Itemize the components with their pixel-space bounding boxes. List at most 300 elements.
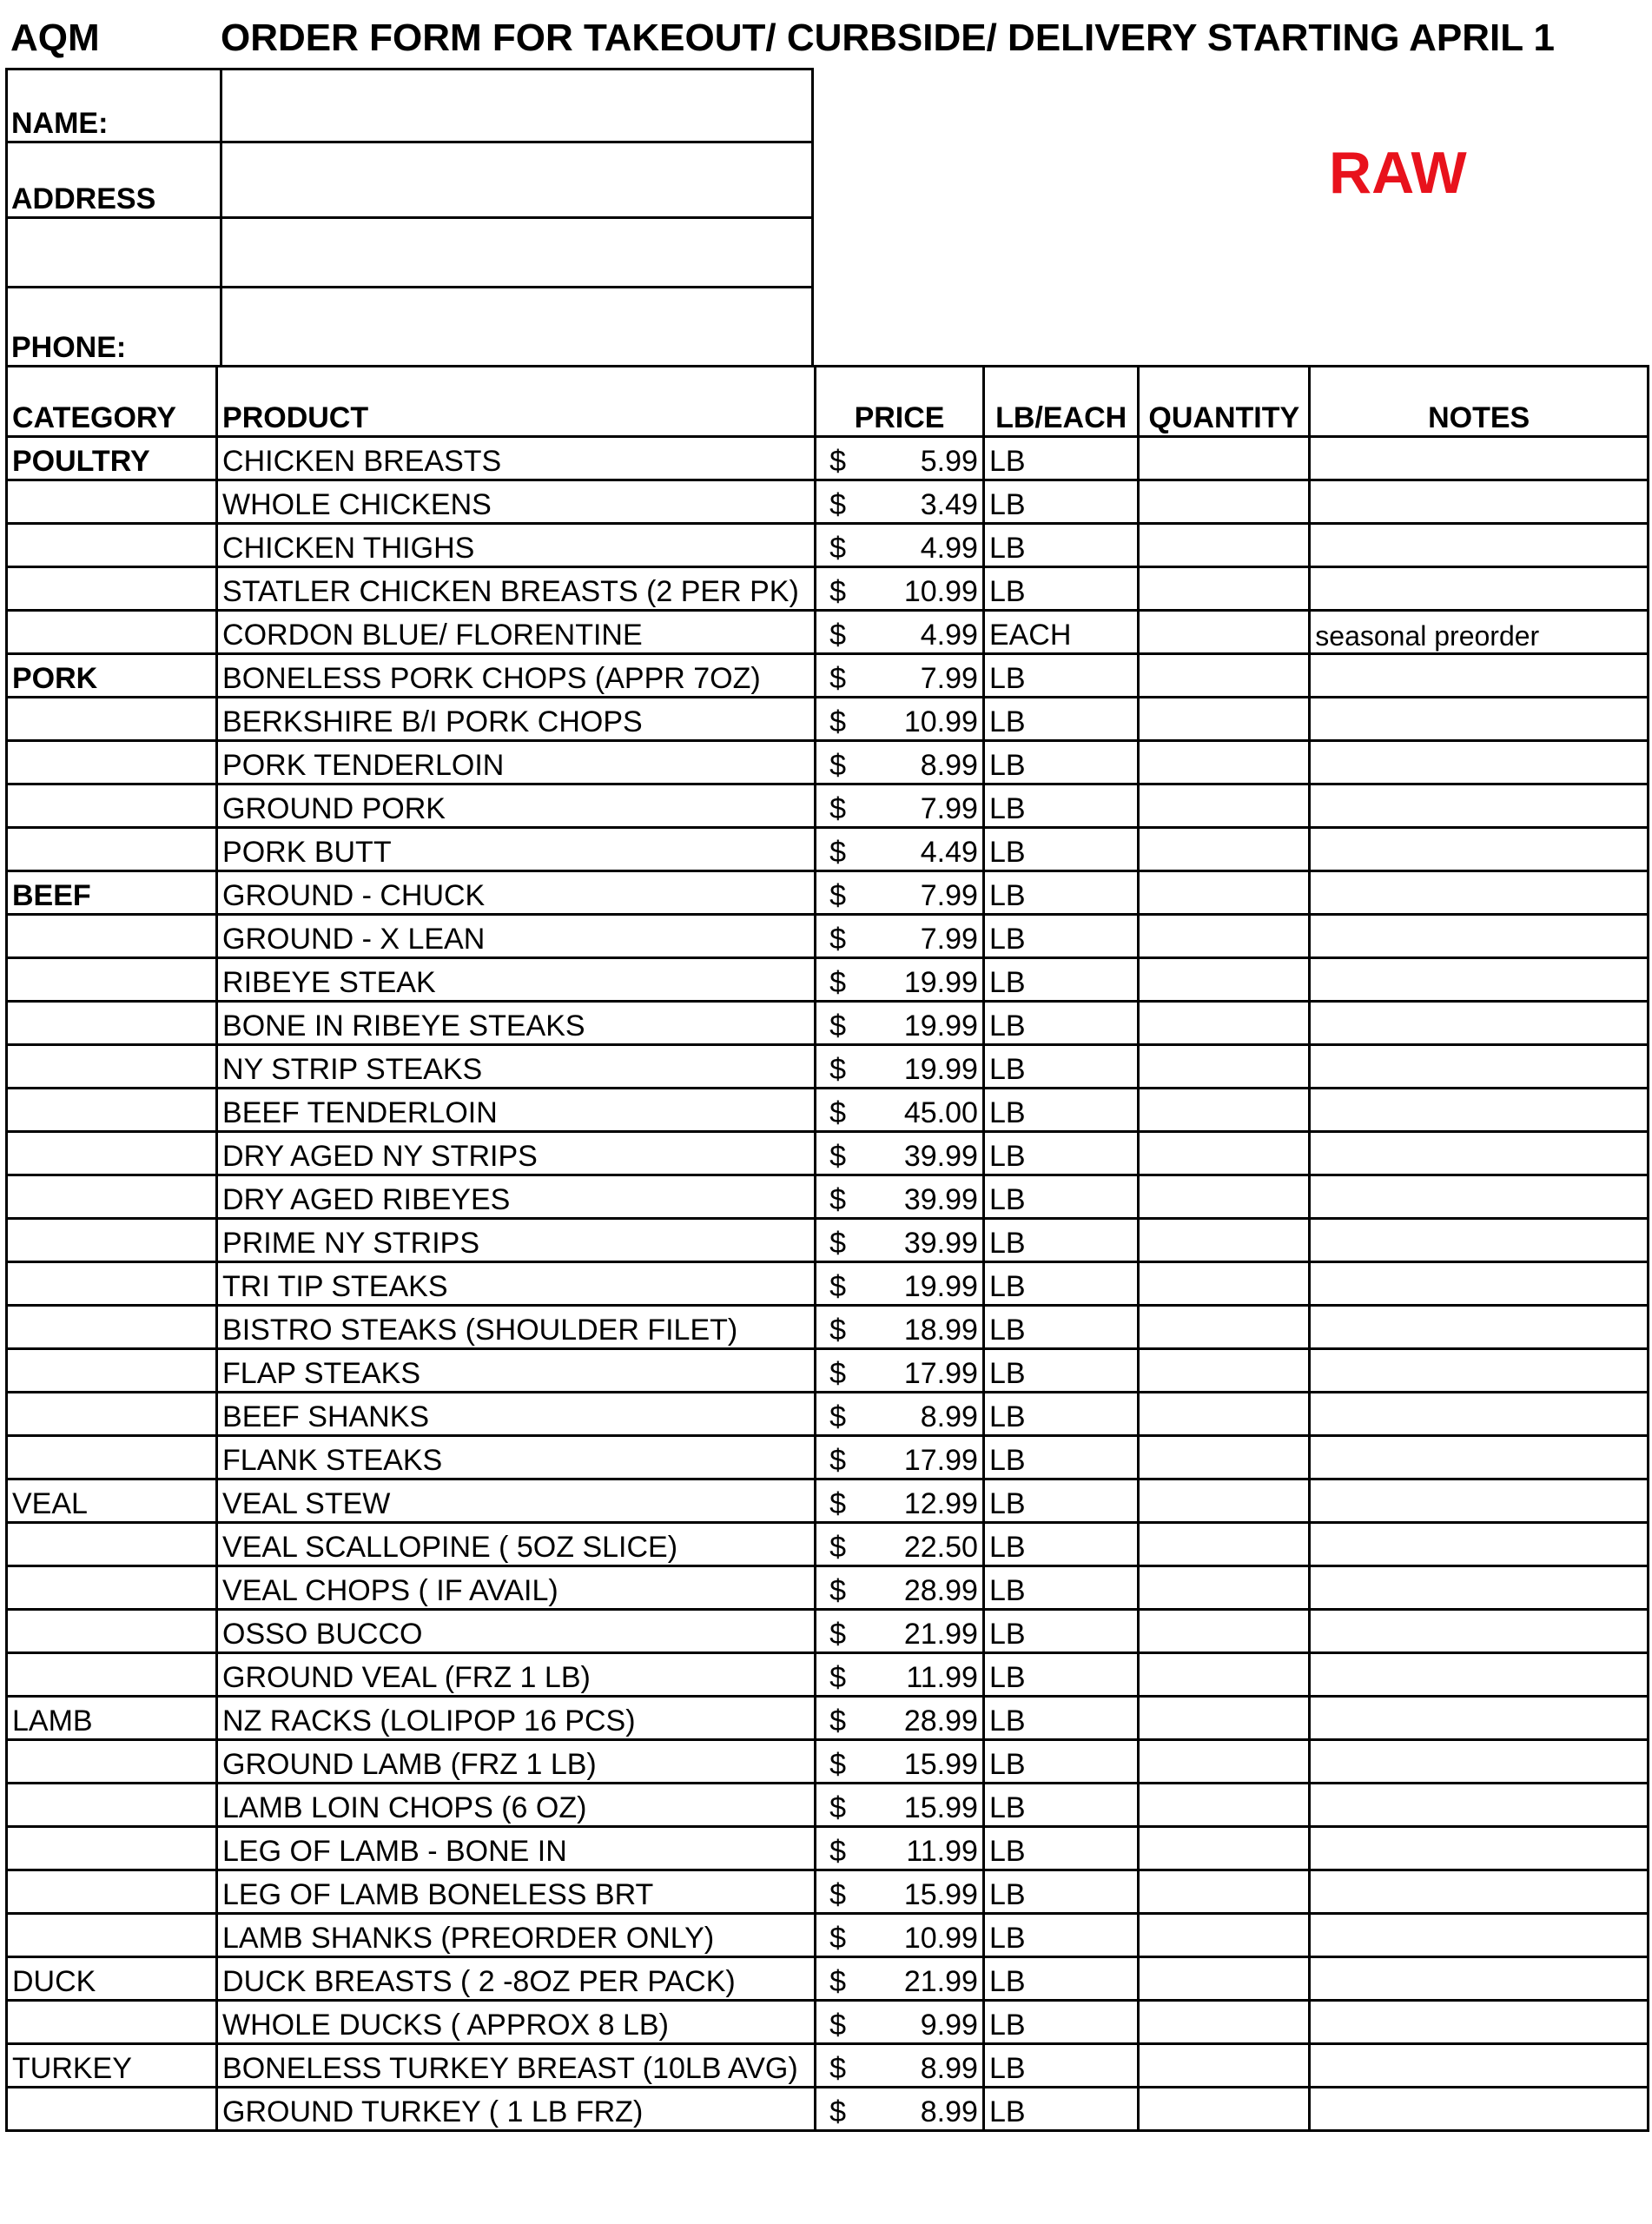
price-value: 8.99	[920, 1400, 978, 1433]
price-value: 19.99	[903, 966, 978, 999]
category-cell: DUCK	[7, 1957, 217, 2001]
product-cell: CORDON BLUE/ FLORENTINE	[217, 611, 816, 654]
notes-cell[interactable]: seasonal preorder	[1310, 611, 1649, 654]
price-cell	[816, 1132, 984, 1175]
price-value: 8.99	[920, 2052, 978, 2085]
column-header-unit: LB/EACH	[983, 367, 1138, 437]
price-cell	[816, 1393, 984, 1436]
currency-symbol: $	[829, 1487, 847, 1520]
order-table	[5, 365, 1649, 2132]
product-cell: BEEF TENDERLOIN	[217, 1089, 816, 1132]
currency-symbol: $	[829, 619, 847, 652]
category-cell	[7, 1175, 217, 1219]
price-value: 12.99	[903, 1487, 978, 1520]
unit-cell: LB	[983, 1697, 1138, 1740]
quantity-field[interactable]	[1139, 480, 1310, 524]
order-table-body	[7, 437, 1649, 2131]
unit-cell: LB	[983, 1002, 1138, 1045]
price-cell	[816, 1697, 984, 1740]
category-cell	[7, 1870, 217, 1914]
column-header-notes: NOTES	[1310, 367, 1649, 437]
currency-symbol: $	[829, 1140, 847, 1173]
notes-cell[interactable]	[1310, 1697, 1649, 1740]
quantity-field[interactable]	[1139, 1610, 1310, 1653]
product-cell: GROUND LAMB (FRZ 1 LB)	[217, 1740, 816, 1784]
table-row	[7, 1262, 1649, 1306]
notes-cell[interactable]	[1310, 1870, 1649, 1914]
currency-symbol: $	[829, 966, 847, 999]
price-cell	[816, 1914, 984, 1957]
unit-cell: LB	[983, 1740, 1138, 1784]
product-cell: PRIME NY STRIPS	[217, 1219, 816, 1262]
table-row	[7, 871, 1649, 915]
category-cell	[7, 1653, 217, 1697]
price-cell	[816, 1610, 984, 1653]
table-row	[7, 1870, 1649, 1914]
price-value: 7.99	[920, 923, 978, 956]
product-cell: TRI TIP STEAKS	[217, 1262, 816, 1306]
unit-cell: LB	[983, 1610, 1138, 1653]
price-value: 11.99	[906, 1661, 978, 1694]
currency-symbol: $	[829, 1400, 847, 1433]
table-row	[7, 1132, 1649, 1175]
currency-symbol: $	[829, 1965, 847, 1998]
currency-symbol: $	[829, 1314, 847, 1347]
phone-field[interactable]	[221, 288, 813, 367]
notes-cell[interactable]	[1310, 1262, 1649, 1306]
price-value: 5.99	[920, 445, 978, 478]
price-cell	[816, 1523, 984, 1566]
currency-symbol: $	[829, 2052, 847, 2085]
address-line2-field[interactable]	[221, 218, 813, 288]
table-row	[7, 611, 1649, 654]
price-cell	[816, 1740, 984, 1784]
product-cell: STATLER CHICKEN BREASTS (2 PER PK)	[217, 567, 816, 611]
unit-cell: LB	[983, 784, 1138, 828]
currency-symbol: $	[829, 445, 847, 478]
unit-cell: LB	[983, 1653, 1138, 1697]
category-cell	[7, 698, 217, 741]
price-value: 15.99	[903, 1748, 978, 1781]
notes-cell[interactable]	[1310, 1045, 1649, 1089]
quantity-field[interactable]	[1139, 1219, 1310, 1262]
currency-symbol: $	[829, 1878, 847, 1911]
product-cell: LAMB SHANKS (PREORDER ONLY)	[217, 1914, 816, 1957]
notes-cell[interactable]	[1310, 654, 1649, 698]
quantity-field[interactable]	[1139, 1436, 1310, 1479]
product-cell: BERKSHIRE B/I PORK CHOPS	[217, 698, 816, 741]
price-value: 10.99	[903, 705, 978, 738]
price-cell	[816, 1957, 984, 2001]
price-value: 8.99	[920, 2095, 978, 2128]
unit-cell: LB	[983, 1089, 1138, 1132]
table-row	[7, 654, 1649, 698]
price-cell	[816, 698, 984, 741]
currency-symbol: $	[829, 1357, 847, 1390]
notes-cell[interactable]	[1310, 1653, 1649, 1697]
currency-symbol: $	[829, 575, 847, 608]
currency-symbol: $	[829, 1096, 847, 1129]
quantity-field[interactable]	[1139, 567, 1310, 611]
column-header-category: CATEGORY	[7, 367, 217, 437]
notes-cell[interactable]	[1310, 1566, 1649, 1610]
notes-cell[interactable]	[1310, 1089, 1649, 1132]
notes-cell[interactable]	[1310, 1523, 1649, 1566]
price-value: 19.99	[903, 1270, 978, 1303]
unit-cell: LB	[983, 524, 1138, 567]
table-row	[7, 1436, 1649, 1479]
table-row	[7, 2001, 1649, 2044]
category-cell	[7, 1827, 217, 1870]
notes-cell[interactable]	[1310, 871, 1649, 915]
currency-symbol: $	[829, 1053, 847, 1086]
quantity-field[interactable]	[1139, 1002, 1310, 1045]
quantity-field[interactable]	[1139, 1957, 1310, 2001]
price-value: 19.99	[903, 1053, 978, 1086]
quantity-field[interactable]	[1139, 958, 1310, 1002]
table-row	[7, 1393, 1649, 1436]
address-field[interactable]	[221, 142, 813, 218]
currency-symbol: $	[829, 1704, 847, 1738]
unit-cell: LB	[983, 1175, 1138, 1219]
notes-cell[interactable]	[1310, 784, 1649, 828]
unit-cell: LB	[983, 654, 1138, 698]
product-cell: BONELESS TURKEY BREAST (10LB AVG)	[217, 2044, 816, 2088]
price-value: 4.99	[920, 619, 978, 652]
price-value: 28.99	[903, 1574, 978, 1607]
category-cell	[7, 1306, 217, 1349]
quantity-field[interactable]	[1139, 784, 1310, 828]
unit-cell: LB	[983, 741, 1138, 784]
product-cell: RIBEYE STEAK	[217, 958, 816, 1002]
currency-symbol: $	[829, 2009, 847, 2042]
notes-cell[interactable]	[1310, 437, 1649, 480]
quantity-field[interactable]	[1139, 437, 1310, 480]
price-value: 39.99	[903, 1227, 978, 1260]
quantity-field[interactable]	[1139, 1393, 1310, 1436]
price-value: 15.99	[903, 1878, 978, 1911]
product-cell: GROUND - X LEAN	[217, 915, 816, 958]
price-value: 22.50	[903, 1531, 978, 1564]
table-row	[7, 567, 1649, 611]
unit-cell: LB	[983, 567, 1138, 611]
notes-cell[interactable]	[1310, 2001, 1649, 2044]
price-cell	[816, 437, 984, 480]
currency-symbol: $	[829, 1661, 847, 1694]
price-value: 7.99	[920, 879, 978, 912]
currency-symbol: $	[829, 488, 847, 521]
price-cell	[816, 784, 984, 828]
price-cell	[816, 1479, 984, 1523]
category-cell	[7, 1566, 217, 1610]
product-cell: PORK BUTT	[217, 828, 816, 871]
quantity-field[interactable]	[1139, 1784, 1310, 1827]
notes-cell[interactable]	[1310, 915, 1649, 958]
product-cell: NZ RACKS (LOLIPOP 16 PCS)	[217, 1697, 816, 1740]
price-cell	[816, 1089, 984, 1132]
quantity-field[interactable]	[1139, 1306, 1310, 1349]
price-cell	[816, 1002, 984, 1045]
quantity-field[interactable]	[1139, 2044, 1310, 2088]
product-cell: WHOLE DUCKS ( APPROX 8 LB)	[217, 2001, 816, 2044]
table-row	[7, 1479, 1649, 1523]
quantity-field[interactable]	[1139, 1827, 1310, 1870]
price-cell	[816, 741, 984, 784]
product-cell: GROUND PORK	[217, 784, 816, 828]
price-cell	[816, 2044, 984, 2088]
product-cell: DUCK BREASTS ( 2 -8OZ PER PACK)	[217, 1957, 816, 2001]
product-cell: FLAP STEAKS	[217, 1349, 816, 1393]
notes-cell[interactable]	[1310, 1610, 1649, 1653]
currency-symbol: $	[829, 662, 847, 695]
unit-cell: LB	[983, 1870, 1138, 1914]
title-row	[10, 12, 1652, 64]
price-cell	[816, 1784, 984, 1827]
unit-cell: LB	[983, 1219, 1138, 1262]
currency-symbol: $	[829, 1531, 847, 1564]
product-cell: FLANK STEAKS	[217, 1436, 816, 1479]
product-cell: DRY AGED NY STRIPS	[217, 1132, 816, 1175]
category-cell	[7, 1349, 217, 1393]
unit-cell: LB	[983, 1436, 1138, 1479]
product-cell: GROUND - CHUCK	[217, 871, 816, 915]
price-cell	[816, 1175, 984, 1219]
category-cell	[7, 958, 217, 1002]
category-cell	[7, 1393, 217, 1436]
quantity-field[interactable]	[1139, 1349, 1310, 1393]
table-row	[7, 1002, 1649, 1045]
table-row	[7, 698, 1649, 741]
price-cell	[816, 1653, 984, 1697]
currency-symbol: $	[829, 749, 847, 782]
category-cell	[7, 1262, 217, 1306]
price-cell	[816, 1436, 984, 1479]
table-row	[7, 2088, 1649, 2131]
category-cell	[7, 1610, 217, 1653]
quantity-field[interactable]	[1139, 1089, 1310, 1132]
quantity-field[interactable]	[1139, 698, 1310, 741]
notes-cell[interactable]	[1310, 524, 1649, 567]
product-cell: LEG OF LAMB - BONE IN	[217, 1827, 816, 1870]
quantity-field[interactable]	[1139, 1045, 1310, 1089]
product-cell: VEAL SCALLOPINE ( 5OZ SLICE)	[217, 1523, 816, 1566]
currency-symbol: $	[829, 532, 847, 565]
price-value: 17.99	[903, 1357, 978, 1390]
currency-symbol: $	[829, 923, 847, 956]
price-value: 10.99	[903, 575, 978, 608]
currency-symbol: $	[829, 836, 847, 869]
quantity-field[interactable]	[1139, 1479, 1310, 1523]
quantity-field[interactable]	[1139, 1262, 1310, 1306]
quantity-field[interactable]	[1139, 1523, 1310, 1566]
quantity-field[interactable]	[1139, 524, 1310, 567]
column-header-product: PRODUCT	[217, 367, 816, 437]
unit-cell: LB	[983, 915, 1138, 958]
notes-cell[interactable]	[1310, 2044, 1649, 2088]
category-cell	[7, 1436, 217, 1479]
unit-cell: LB	[983, 1523, 1138, 1566]
table-row	[7, 524, 1649, 567]
price-value: 9.99	[920, 2009, 978, 2042]
category-cell	[7, 741, 217, 784]
unit-cell: LB	[983, 2088, 1138, 2131]
category-cell	[7, 828, 217, 871]
price-value: 10.99	[903, 1922, 978, 1955]
notes-cell[interactable]	[1310, 958, 1649, 1002]
price-cell	[816, 1045, 984, 1089]
product-cell: VEAL CHOPS ( IF AVAIL)	[217, 1566, 816, 1610]
price-cell	[816, 1262, 984, 1306]
currency-symbol: $	[829, 1748, 847, 1781]
table-row	[7, 1827, 1649, 1870]
raw-badge: RAW	[1329, 140, 1467, 206]
notes-cell[interactable]	[1310, 1175, 1649, 1219]
table-row	[7, 1089, 1649, 1132]
price-value: 19.99	[903, 1009, 978, 1042]
quantity-field[interactable]	[1139, 1132, 1310, 1175]
quantity-field[interactable]	[1139, 915, 1310, 958]
table-header-row	[7, 367, 1649, 437]
notes-cell[interactable]	[1310, 828, 1649, 871]
currency-symbol: $	[829, 1444, 847, 1477]
unit-cell: LB	[983, 1566, 1138, 1610]
unit-cell: LB	[983, 1957, 1138, 2001]
quantity-field[interactable]	[1139, 654, 1310, 698]
unit-cell: LB	[983, 1393, 1138, 1436]
notes-cell[interactable]	[1310, 741, 1649, 784]
table-row	[7, 1566, 1649, 1610]
notes-cell[interactable]	[1310, 1914, 1649, 1957]
unit-cell: LB	[983, 1479, 1138, 1523]
product-cell: DRY AGED RIBEYES	[217, 1175, 816, 1219]
category-cell: POULTRY	[7, 437, 217, 480]
quantity-field[interactable]	[1139, 1653, 1310, 1697]
notes-cell[interactable]	[1310, 1827, 1649, 1870]
price-value: 4.49	[920, 836, 978, 869]
currency-symbol: $	[829, 1183, 847, 1216]
table-row	[7, 1784, 1649, 1827]
notes-cell[interactable]	[1310, 1479, 1649, 1523]
notes-cell[interactable]	[1310, 567, 1649, 611]
price-value: 3.49	[920, 488, 978, 521]
notes-cell[interactable]	[1310, 1957, 1649, 2001]
unit-cell: EACH	[983, 611, 1138, 654]
product-cell: NY STRIP STEAKS	[217, 1045, 816, 1089]
notes-cell[interactable]	[1310, 2088, 1649, 2131]
table-row	[7, 1914, 1649, 1957]
price-value: 39.99	[903, 1140, 978, 1173]
category-cell	[7, 1045, 217, 1089]
category-cell	[7, 1914, 217, 1957]
notes-cell[interactable]	[1310, 698, 1649, 741]
quantity-field[interactable]	[1139, 1914, 1310, 1957]
notes-cell[interactable]	[1310, 1306, 1649, 1349]
quantity-field[interactable]	[1139, 741, 1310, 784]
table-row	[7, 828, 1649, 871]
unit-cell: LB	[983, 1306, 1138, 1349]
quantity-field[interactable]	[1139, 1175, 1310, 1219]
price-cell	[816, 2088, 984, 2131]
quantity-field[interactable]	[1139, 2088, 1310, 2131]
table-row	[7, 2044, 1649, 2088]
product-cell: GROUND VEAL (FRZ 1 LB)	[217, 1653, 816, 1697]
price-cell	[816, 1219, 984, 1262]
price-value: 21.99	[903, 1618, 978, 1651]
category-cell: PORK	[7, 654, 217, 698]
currency-symbol: $	[829, 1009, 847, 1042]
notes-cell[interactable]	[1310, 1219, 1649, 1262]
store-name: AQM	[10, 17, 100, 59]
currency-symbol: $	[829, 1618, 847, 1651]
notes-cell[interactable]	[1310, 1393, 1649, 1436]
product-cell: BONELESS PORK CHOPS (APPR 7OZ)	[217, 654, 816, 698]
price-cell	[816, 1306, 984, 1349]
unit-cell: LB	[983, 2044, 1138, 2088]
quantity-field[interactable]	[1139, 1740, 1310, 1784]
product-cell: PORK TENDERLOIN	[217, 741, 816, 784]
table-row	[7, 958, 1649, 1002]
notes-cell[interactable]	[1310, 1740, 1649, 1784]
table-row	[7, 1957, 1649, 2001]
quantity-field[interactable]	[1139, 611, 1310, 654]
address-label: ADDRESS	[7, 142, 221, 218]
quantity-field[interactable]	[1139, 871, 1310, 915]
price-cell	[816, 567, 984, 611]
product-cell: BONE IN RIBEYE STEAKS	[217, 1002, 816, 1045]
address-line2-label	[7, 218, 221, 288]
product-cell: GROUND TURKEY ( 1 LB FRZ)	[217, 2088, 816, 2131]
quantity-field[interactable]	[1139, 2001, 1310, 2044]
unit-cell: LB	[983, 958, 1138, 1002]
price-value: 8.99	[920, 749, 978, 782]
table-row	[7, 1349, 1649, 1393]
table-row	[7, 784, 1649, 828]
currency-symbol: $	[829, 792, 847, 825]
phone-label: PHONE:	[7, 288, 221, 367]
quantity-field[interactable]	[1139, 1566, 1310, 1610]
name-field[interactable]	[221, 70, 813, 142]
notes-cell[interactable]	[1310, 480, 1649, 524]
notes-cell[interactable]	[1310, 1002, 1649, 1045]
quantity-field[interactable]	[1139, 1870, 1310, 1914]
price-cell	[816, 2001, 984, 2044]
table-row	[7, 1045, 1649, 1089]
name-label: NAME:	[7, 70, 221, 142]
notes-cell[interactable]	[1310, 1436, 1649, 1479]
column-header-quantity: QUANTITY	[1139, 367, 1310, 437]
notes-cell[interactable]	[1310, 1349, 1649, 1393]
currency-symbol: $	[829, 2095, 847, 2128]
price-cell	[816, 611, 984, 654]
currency-symbol: $	[829, 1791, 847, 1824]
table-row	[7, 1740, 1649, 1784]
currency-symbol: $	[829, 1835, 847, 1868]
price-value: 15.99	[903, 1791, 978, 1824]
quantity-field[interactable]	[1139, 828, 1310, 871]
category-cell	[7, 1089, 217, 1132]
customer-info-table	[5, 68, 814, 367]
category-cell: LAMB	[7, 1697, 217, 1740]
notes-cell[interactable]	[1310, 1132, 1649, 1175]
category-cell	[7, 567, 217, 611]
product-cell: CHICKEN BREASTS	[217, 437, 816, 480]
table-row	[7, 1175, 1649, 1219]
quantity-field[interactable]	[1139, 1697, 1310, 1740]
price-value: 21.99	[903, 1965, 978, 1998]
price-cell	[816, 480, 984, 524]
currency-symbol: $	[829, 1574, 847, 1607]
notes-cell[interactable]	[1310, 1784, 1649, 1827]
